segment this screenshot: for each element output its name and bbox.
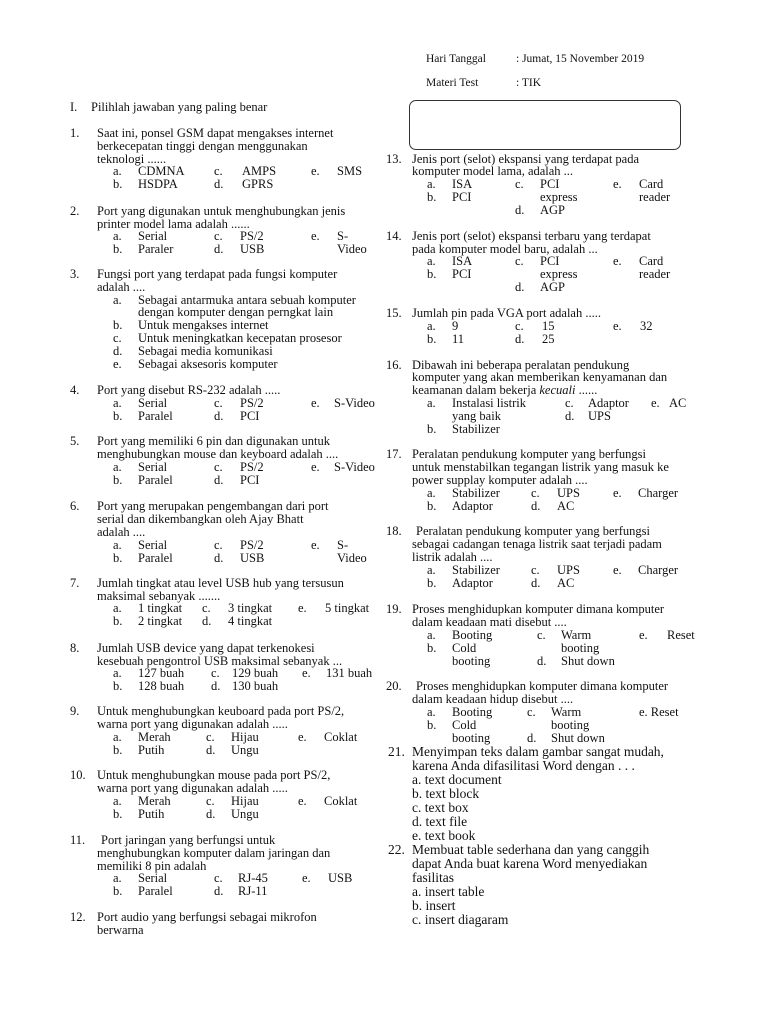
option-c[interactable]: Warm (561, 628, 592, 642)
option-b[interactable]: 11 (452, 332, 465, 346)
option-letter: c. (214, 229, 223, 243)
option-e[interactable]: S-Video (334, 396, 375, 410)
option-letter: a. (427, 628, 436, 642)
answer-box (409, 100, 681, 150)
option-e[interactable]: e. text book (412, 828, 476, 843)
option-letter: d. (531, 576, 541, 590)
option-letter: d. (515, 203, 525, 217)
option-a[interactable]: a. insert table (412, 884, 485, 899)
option-d[interactable]: GPRS (242, 177, 274, 191)
question-text: Proses menghidupkan komputer dimana komputer (412, 602, 665, 616)
option-letter: b. (113, 551, 123, 565)
option-letter: e. (311, 396, 320, 410)
option-c[interactable]: PCI (540, 254, 560, 268)
option-d[interactable]: AGP (540, 203, 566, 217)
option-a[interactable]: 1 tingkat (138, 601, 183, 615)
question-text: Jenis port (selot) ekspansi yang terdapat pada (412, 152, 640, 166)
option-letter: e. (302, 871, 311, 885)
option-b[interactable]: PCI (452, 267, 472, 281)
option-e-cont: reader (639, 267, 671, 281)
option-letter: d. (206, 743, 216, 757)
option-b[interactable]: Stabilizer (452, 422, 500, 436)
option-letter: e. (311, 229, 320, 243)
question-number: 21. (388, 744, 405, 759)
option-e-cont: Video (337, 242, 367, 256)
option-c-cont: booting (561, 641, 600, 655)
question-text: kesebuah pengontrol USB maksimal sebanyak ... (97, 654, 343, 668)
option-e[interactable]: S-Video (334, 460, 375, 474)
option-b[interactable]: Cold (452, 718, 477, 732)
option-c[interactable]: UPS (557, 486, 580, 500)
question-number: 6. (70, 499, 80, 513)
option-b[interactable]: 2 tingkat (138, 614, 183, 628)
option-d[interactable]: Sebagai media komunikasi (138, 344, 273, 358)
option-e[interactable]: Card (639, 177, 664, 191)
option-d[interactable]: AGP (540, 280, 566, 294)
option-letter: b. (427, 576, 437, 590)
option-a[interactable]: Sebagai antarmuka antara sebuah komputer (138, 293, 356, 307)
option-c[interactable]: PCI (540, 177, 560, 191)
subject-label: Materi Test (426, 77, 479, 89)
option-e[interactable]: AC (669, 396, 687, 410)
option-e[interactable]: e. Reset (639, 705, 679, 719)
question-number: 17. (386, 447, 402, 461)
option-b[interactable]: Paraler (138, 242, 174, 256)
option-b[interactable]: Untuk mengakses internet (138, 318, 269, 332)
question-text: listrik adalah .... (412, 550, 493, 564)
option-letter: d. (214, 177, 224, 191)
question-text: Peralatan pendukung komputer yang berfungsi (412, 447, 646, 461)
option-letter: b. (427, 641, 437, 655)
option-d[interactable]: AC (557, 499, 575, 513)
question-text: Jumlah USB device yang dapat terkenokesi (97, 641, 315, 655)
option-a[interactable]: ISA (452, 254, 473, 268)
option-e-cont: Video (337, 551, 367, 565)
option-d[interactable]: AC (557, 576, 575, 590)
option-c[interactable]: AMPS (242, 164, 277, 178)
option-letter: c. (206, 794, 215, 808)
option-d[interactable]: USB (240, 242, 265, 256)
option-letter: a. (113, 164, 122, 178)
option-letter: e. (613, 563, 622, 577)
option-letter: d. (515, 332, 525, 346)
question-number: 10. (70, 768, 86, 782)
question-text: Jenis port (selot) ekspansi terbaru yang terdapat (412, 229, 651, 243)
option-letter: d. (214, 409, 224, 423)
option-letter: c. (515, 319, 524, 333)
option-letter: c. (214, 538, 223, 552)
question-text: Port audio yang berfungsi sebagai mikrofon (97, 910, 317, 924)
option-letter: e. (613, 177, 622, 191)
question-text: power supplay komputer adalah .... (412, 473, 588, 487)
question-text: menghubungkan mouse dan keyboard adalah .... (97, 447, 339, 461)
option-b[interactable]: 128 buah (138, 679, 185, 693)
option-letter: d. (202, 614, 212, 628)
question-text: komputer yang akan memberikan kenyamanan dan (412, 370, 668, 384)
option-letter: b. (427, 718, 437, 732)
option-a[interactable]: a. text document (412, 772, 502, 787)
option-letter: a. (113, 293, 122, 307)
option-letter: a. (427, 705, 436, 719)
option-b[interactable]: b. insert (412, 898, 456, 913)
option-letter: d. (214, 551, 224, 565)
question-text: fasilitas (412, 870, 454, 885)
question-number: 2. (70, 204, 80, 218)
option-letter: d. (206, 807, 216, 821)
option-e[interactable]: Coklat (324, 794, 358, 808)
question-text: Menyimpan teks dalam gambar sangat mudah, (412, 744, 664, 759)
option-letter: c. (113, 331, 122, 345)
question-number: 3. (70, 267, 80, 281)
option-letter: b. (427, 422, 437, 436)
option-letter: a. (427, 396, 436, 410)
option-letter: d. (537, 654, 547, 668)
option-letter: a. (113, 396, 122, 410)
question-number: 1. (70, 126, 80, 140)
option-letter: b. (113, 614, 123, 628)
option-d[interactable]: 4 tingkat (228, 614, 273, 628)
option-letter: b. (113, 409, 123, 423)
option-letter: b. (427, 267, 437, 281)
option-d[interactable]: Ungu (231, 807, 259, 821)
option-a[interactable]: Stabilizer (452, 486, 500, 500)
option-letter: a. (113, 730, 122, 744)
option-c[interactable]: Hijau (231, 730, 259, 744)
option-letter: d. (531, 499, 541, 513)
option-c[interactable]: c. insert diagaram (412, 912, 509, 927)
option-c-cont: express (540, 267, 578, 281)
option-letter: a. (113, 601, 122, 615)
option-d[interactable]: d. text file (412, 814, 468, 829)
option-letter: e. (651, 396, 660, 410)
option-e[interactable]: S- (337, 538, 349, 552)
option-d[interactable]: RJ-11 (238, 884, 268, 898)
option-letter: c. (531, 563, 540, 577)
question-text: Port yang merupakan pengembangan dari port (97, 499, 329, 513)
option-letter: a. (427, 319, 436, 333)
option-e[interactable]: Coklat (324, 730, 358, 744)
option-letter: b. (113, 473, 123, 487)
option-c[interactable]: 15 (542, 319, 555, 333)
option-letter: c. (202, 601, 211, 615)
option-letter: d. (214, 473, 224, 487)
option-letter: c. (531, 486, 540, 500)
option-a[interactable]: Serial (138, 460, 168, 474)
question-number: 9. (70, 704, 80, 718)
option-letter: b. (113, 679, 123, 693)
question-number: 5. (70, 434, 80, 448)
option-letter: d. (527, 731, 537, 745)
option-b[interactable]: Cold (452, 641, 477, 655)
option-b[interactable]: Paralel (138, 884, 173, 898)
option-a[interactable]: 9 (452, 319, 459, 333)
option-c[interactable]: Untuk meningkatkan kecepatan prosesor (138, 331, 342, 345)
question-text: Untuk menghubungkan keuboard pada port PS/2, (97, 704, 345, 718)
subject-value: : TIK (516, 77, 542, 89)
option-a[interactable]: ISA (452, 177, 473, 191)
question-text: adalah .... (97, 280, 146, 294)
option-letter: b. (113, 242, 123, 256)
option-letter: e. (613, 319, 622, 333)
question-text: Jumlah pin pada VGA port adalah ..... (412, 306, 601, 320)
option-letter: b. (113, 743, 123, 757)
question-text: Port yang disebut RS-232 adalah ..... (97, 383, 281, 397)
option-letter: c. (206, 730, 215, 744)
option-c[interactable]: PS/2 (240, 396, 264, 410)
option-b[interactable]: Paralel (138, 551, 173, 565)
question-text: Jumlah tingkat atau level USB hub yang tersusun (97, 576, 344, 590)
question-text: maksimal sebanyak ....... (97, 589, 221, 603)
question-text: Untuk menghubungkan mouse pada port PS/2, (97, 768, 331, 782)
question-number: 13. (386, 152, 402, 166)
question-text: pada komputer model baru, adalah ... (412, 242, 598, 256)
option-a[interactable]: Stabilizer (452, 563, 500, 577)
option-a[interactable]: Merah (138, 730, 171, 744)
option-c[interactable]: UPS (557, 563, 580, 577)
option-b[interactable]: Paralel (138, 409, 173, 423)
option-d[interactable]: Ungu (231, 743, 259, 757)
question-number: 18. (386, 524, 402, 538)
option-e[interactable]: 5 tingkat (325, 601, 370, 615)
question-text: dalam keadaan mati disebut .... (412, 615, 567, 629)
option-e[interactable]: SMS (337, 164, 363, 178)
option-letter: b. (113, 807, 123, 821)
option-letter: d. (113, 344, 123, 358)
option-letter: a. (113, 666, 122, 680)
question-text: dapat Anda buat karena Word menyediakan (412, 856, 648, 871)
option-letter: b. (427, 190, 437, 204)
option-a[interactable]: Serial (138, 396, 168, 410)
question-number: 15. (386, 306, 402, 320)
option-e[interactable]: Reset (667, 628, 695, 642)
question-text: memiliki 8 pin adalah (97, 859, 207, 873)
option-c[interactable]: RJ-45 (238, 871, 268, 885)
option-a[interactable]: Serial (138, 871, 168, 885)
option-a[interactable]: Booting (452, 628, 493, 642)
question-number: 19. (386, 602, 402, 616)
day-date-value: : Jumat, 15 November 2019 (516, 53, 645, 65)
day-date-label: Hari Tanggal (426, 53, 486, 65)
option-c-cont: express (540, 190, 578, 204)
question-text: karena Anda difasilitasi Word dengan . . . (412, 758, 635, 773)
option-a[interactable]: Instalasi listrik (452, 396, 526, 410)
option-letter: e. (298, 730, 307, 744)
option-letter: c. (565, 396, 574, 410)
option-letter: e. (639, 628, 648, 642)
question-number: 11. (70, 833, 86, 847)
option-d[interactable]: USB (240, 551, 265, 565)
question-text: Proses menghidupkan komputer dimana komputer (416, 679, 669, 693)
option-letter: a. (113, 538, 122, 552)
option-b[interactable]: Paralel (138, 473, 173, 487)
option-c[interactable]: Warm (551, 705, 582, 719)
option-d[interactable]: UPS (588, 409, 611, 423)
option-c-cont: booting (551, 718, 590, 732)
option-letter: d. (214, 884, 224, 898)
question-number: 12. (70, 910, 86, 924)
question-text: Port yang digunakan untuk menghubungkan jenis (97, 204, 346, 218)
option-e[interactable]: Charger (638, 563, 679, 577)
option-b-cont: booting (452, 731, 491, 745)
option-letter: a. (113, 460, 122, 474)
question-text: dalam keadaan hidup disebut .... (412, 692, 574, 706)
option-d[interactable]: PCI (240, 409, 260, 423)
option-d[interactable]: Shut down (551, 731, 605, 745)
option-letter: b. (113, 318, 123, 332)
option-e[interactable]: S- (337, 229, 349, 243)
option-letter: b. (113, 177, 123, 191)
question-text: Port jaringan yang berfungsi untuk (101, 833, 276, 847)
option-c[interactable]: PS/2 (240, 229, 264, 243)
option-letter: e. (613, 254, 622, 268)
option-a[interactable]: Booting (452, 705, 493, 719)
option-letter: d. (214, 242, 224, 256)
question-text: Port yang memiliki 6 pin dan digunakan untuk (97, 434, 330, 448)
section-title: Pilihlah jawaban yang paling benar (91, 100, 268, 114)
question-number: 22. (388, 842, 405, 857)
option-e[interactable]: USB (328, 871, 353, 885)
question-text: keamanan dalam bekerja kecuali ...... (412, 383, 598, 397)
question-text: Fungsi port yang terdapat pada fungsi komputer (97, 267, 338, 281)
option-b[interactable]: PCI (452, 190, 472, 204)
option-letter: a. (113, 871, 122, 885)
option-d[interactable]: 130 buah (232, 679, 279, 693)
option-letter: d. (515, 280, 525, 294)
option-letter: e. (311, 164, 320, 178)
option-letter: c. (515, 177, 524, 191)
option-a[interactable]: Merah (138, 794, 171, 808)
question-text: untuk menstabilkan tegangan listrik yang masuk ke (412, 460, 669, 474)
question-text: Saat ini, ponsel GSM dapat mengakses internet (97, 126, 334, 140)
option-c[interactable]: 3 tingkat (228, 601, 273, 615)
question-number: 7. (70, 576, 80, 590)
option-b[interactable]: Adaptor (452, 576, 493, 590)
option-e[interactable]: 131 buah (326, 666, 373, 680)
question-text: Membuat table sederhana dan yang canggih (412, 842, 650, 857)
option-a[interactable]: CDMNA (138, 164, 185, 178)
question-text: adalah .... (97, 525, 146, 539)
question-text: serial dan dikembangkan oleh Ajay Bhatt (97, 512, 304, 526)
option-letter: e. (311, 460, 320, 474)
option-letter: c. (537, 628, 546, 642)
question-text: Peralatan pendukung komputer yang berfungsi (416, 524, 650, 538)
question-text: menghubungkan komputer dalam jaringan dan (97, 846, 331, 860)
option-letter: c. (515, 254, 524, 268)
option-letter: d. (211, 679, 221, 693)
option-c[interactable]: PS/2 (240, 538, 264, 552)
option-letter: a. (427, 177, 436, 191)
option-c[interactable]: Hijau (231, 794, 259, 808)
option-letter: a. (427, 486, 436, 500)
option-b[interactable]: Adaptor (452, 499, 493, 513)
option-b[interactable]: HSDPA (138, 177, 178, 191)
option-letter: e. (311, 538, 320, 552)
option-c[interactable]: 129 buah (232, 666, 279, 680)
question-number: 8. (70, 641, 80, 655)
option-e[interactable]: Charger (638, 486, 679, 500)
question-text: berkecepatan tinggi dengan menggunakan (97, 139, 308, 153)
option-a[interactable]: Serial (138, 229, 168, 243)
option-b-cont: booting (452, 654, 491, 668)
option-letter: a. (427, 563, 436, 577)
option-letter: c. (527, 705, 536, 719)
question-text: komputer model lama, adalah ... (412, 164, 574, 178)
option-letter: e. (302, 666, 311, 680)
option-letter: e. (298, 601, 307, 615)
question-text: berwarna (97, 923, 144, 937)
option-letter: e. (298, 794, 307, 808)
option-letter: e. (113, 357, 122, 371)
option-a[interactable]: 127 buah (138, 666, 185, 680)
option-letter: e. (613, 486, 622, 500)
option-e[interactable]: Card (639, 254, 664, 268)
option-letter: c. (214, 396, 223, 410)
option-letter: a. (427, 254, 436, 268)
option-letter: c. (211, 666, 220, 680)
option-a[interactable]: Serial (138, 538, 168, 552)
option-e[interactable]: 32 (640, 319, 653, 333)
option-d[interactable]: PCI (240, 473, 260, 487)
option-letter: c. (214, 460, 223, 474)
option-c[interactable]: PS/2 (240, 460, 264, 474)
option-letter: c. (214, 164, 223, 178)
option-b[interactable]: b. text block (412, 786, 480, 801)
question-text: warna port yang digunakan adalah ..... (97, 781, 288, 795)
option-c[interactable]: c. text box (412, 800, 469, 815)
question-number: 20. (386, 679, 402, 693)
option-e[interactable]: Sebagai aksesoris komputer (138, 357, 278, 371)
option-letter: b. (113, 884, 123, 898)
option-letter: b. (427, 499, 437, 513)
question-number: 14. (386, 229, 402, 243)
question-text: sebagai cadangan tenaga listrik saat terjadi padam (412, 537, 662, 551)
question-text: Dibawah ini beberapa peralatan pendukung (412, 358, 630, 372)
option-letter: a. (113, 229, 122, 243)
question-text: teknologi ...... (97, 152, 167, 166)
question-number: 16. (386, 358, 402, 372)
option-b[interactable]: Putih (138, 807, 165, 821)
question-text: warna port yang digunakan adalah ..... (97, 717, 288, 731)
option-e-cont: reader (639, 190, 671, 204)
option-d[interactable]: 25 (542, 332, 555, 346)
question-number: 4. (70, 383, 80, 397)
option-b[interactable]: Putih (138, 743, 165, 757)
option-d[interactable]: Shut down (561, 654, 615, 668)
option-a-cont: yang baik (452, 409, 501, 423)
section-number: I. (70, 100, 78, 114)
option-c[interactable]: Adaptor (588, 396, 629, 410)
option-letter: d. (565, 409, 575, 423)
option-letter: c. (214, 871, 223, 885)
option-letter: a. (113, 794, 122, 808)
question-text: printer model lama adalah ...... (97, 217, 250, 231)
option-letter: b. (427, 332, 437, 346)
option-a-cont: dengan komputer dengan perngkat lain (138, 305, 334, 319)
